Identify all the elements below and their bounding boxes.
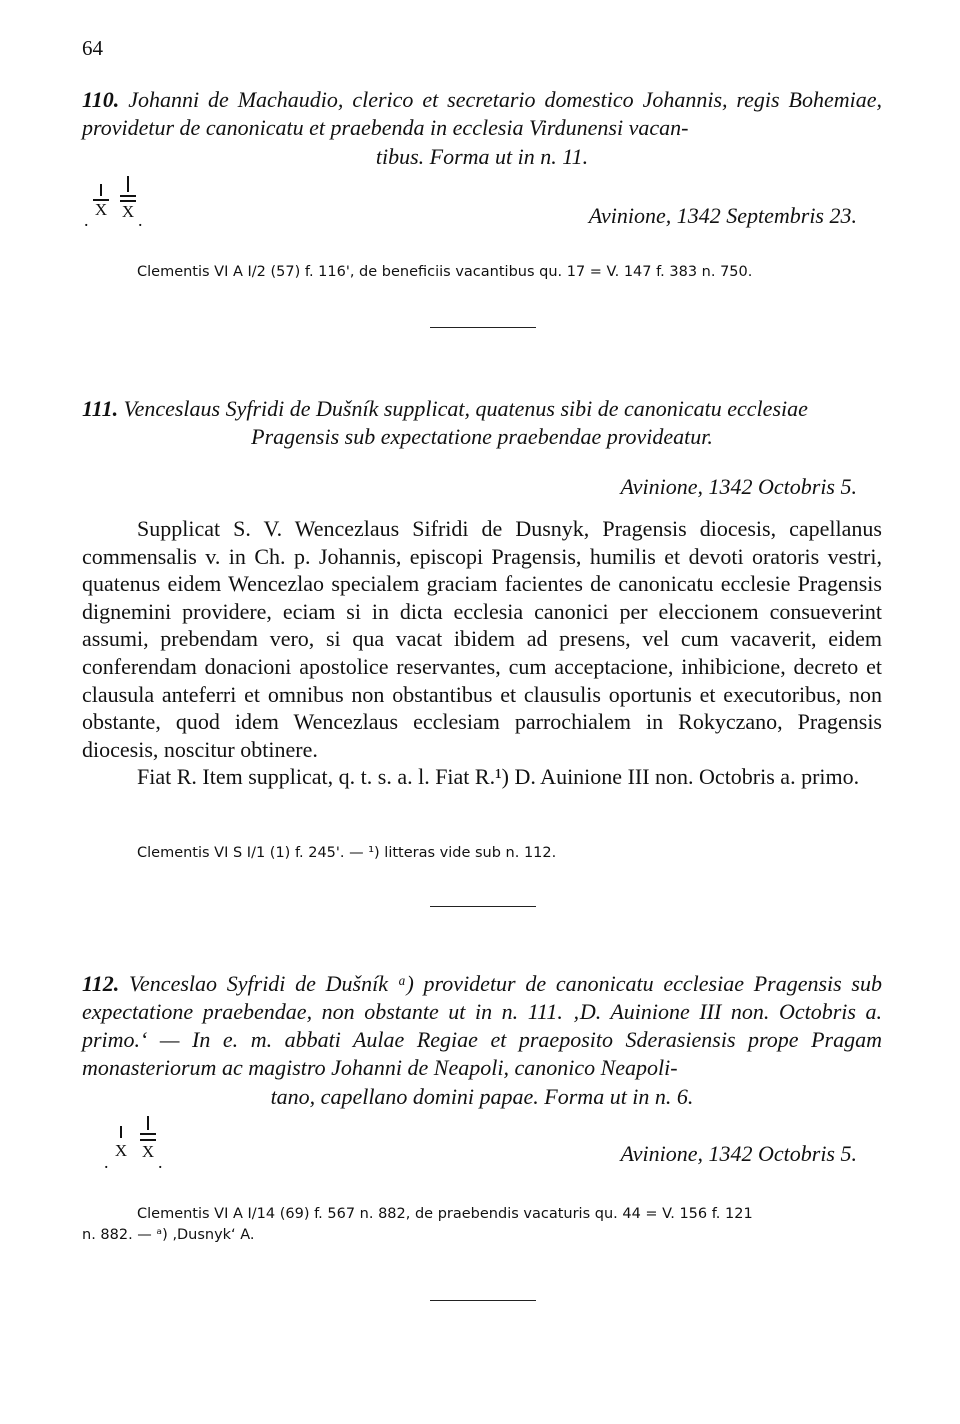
page-number: 64 <box>82 36 103 60</box>
entry-111-body-text: Supplicat S. V. Wencezlaus Sifridi de Dusnyk, Pragensis diocesis, capellanus commensalis v. in Ch. p. Johannis, episcopi Pragensis, humilis et devoti oratoris vestri, quatenus eidem Wencezlao specialem graciam facientes de canonicatu ecclesie Pragensis dignemini providere, eciam si in dicta ecclesia canonici per eleccionem consueverint assumi, prebendam vero, si qua vacat ibidem ad presens, vel cum vacaverit, eidem conferendam donacioni apostolice reservantes, cum acceptacione, inhibicione, decreto et clausula anteferri et omnibus non obstantibus et clausulis oportunis et executoribus, non obstante, quod idem Wencezlaus ecclesiam parrochialem in Rokyczano, Pragensis diocesis, noscitur obtinere. <box>82 516 882 762</box>
separator-rule <box>430 327 536 328</box>
mark-dot: . <box>138 210 143 230</box>
entry-111-supplication <box>82 515 882 791</box>
separator-rule <box>430 906 536 907</box>
mark-dot: . <box>104 1152 109 1172</box>
entry-112-taxa-marks <box>104 1116 194 1176</box>
mark-col-2: X <box>119 176 137 221</box>
entry-112-heading <box>82 970 882 1082</box>
entry-110-heading <box>82 86 882 142</box>
entry-110-taxa-marks <box>84 176 174 236</box>
entry-111-heading-text: Venceslaus Syfridi de Dušník supplicat, quatenus sibi de canonicatu ecclesiae <box>123 396 808 421</box>
entry-110-heading-text: Johanni de Machaudio, clerico et secretario domestico Johannis, regis Bohemiae, providetur de canonicatu et praebenda in ecclesia Virdunensi vacan- <box>82 87 882 140</box>
entry-111-heading-end: Pragensis sub expectatione praebendae provideatur. <box>251 424 713 449</box>
entry-111-source: Clementis VI S I/1 (1) f. 245'. — ¹) litteras vide sub n. 112. <box>137 845 557 861</box>
entry-112-source: Clementis VI A I/14 (69) f. 567 n. 882, de praebendis vacaturis qu. 44 = V. 156 f. 121 <box>137 1206 753 1222</box>
entry-111-heading <box>82 395 882 423</box>
entry-112-heading-end: tano, capellano domini papae. Forma ut in n. 6. <box>270 1084 694 1109</box>
mark-col-1: X <box>92 184 110 219</box>
entry-110-date: Avinione, 1342 Septembris 23. <box>588 203 857 228</box>
separator-rule <box>430 1300 536 1301</box>
mark-dot: . <box>158 1152 163 1172</box>
entry-112-number: 112. <box>82 971 120 996</box>
entry-112-source-cont: n. 882. — ᵃ) ‚Dusnyk‘ A. <box>82 1227 255 1243</box>
entry-112-heading-text: Venceslao Syfridi de Dušník ᵃ) providetur de canonicatu ecclesiae Pragensis sub expectatione praebendae, non obstante ut in n. 111. ‚D. Auinione III non. Octobris a. primo.‘ — In e. m. abbati Aulae Regiae et praeposito Sderasiensis prope Pragam monasteriorum ac magistro Johanni de Neapoli, canonico Neapoli- <box>82 971 882 1080</box>
entry-110-source: Clementis VI A I/2 (57) f. 116', de beneficiis vacantibus qu. 17 = V. 147 f. 383 n. 750. <box>137 264 753 280</box>
mark-dot: . <box>84 210 89 230</box>
mark-col-2: X <box>139 1116 157 1161</box>
mark-col-1: X <box>112 1126 130 1160</box>
entry-112-date: Avinione, 1342 Octobris 5. <box>620 1141 857 1166</box>
entry-110-heading-end: tibus. Forma ut in n. 11. <box>375 144 589 169</box>
entry-110-number: 110. <box>82 87 120 112</box>
entry-111-date: Avinione, 1342 Octobris 5. <box>620 474 857 499</box>
entry-111-signature: Fiat R. Item supplicat, q. t. s. a. l. Fiat R.¹) D. Auinione III non. Octobris a. primo. <box>137 764 860 790</box>
entry-111-number: 111. <box>82 396 119 421</box>
